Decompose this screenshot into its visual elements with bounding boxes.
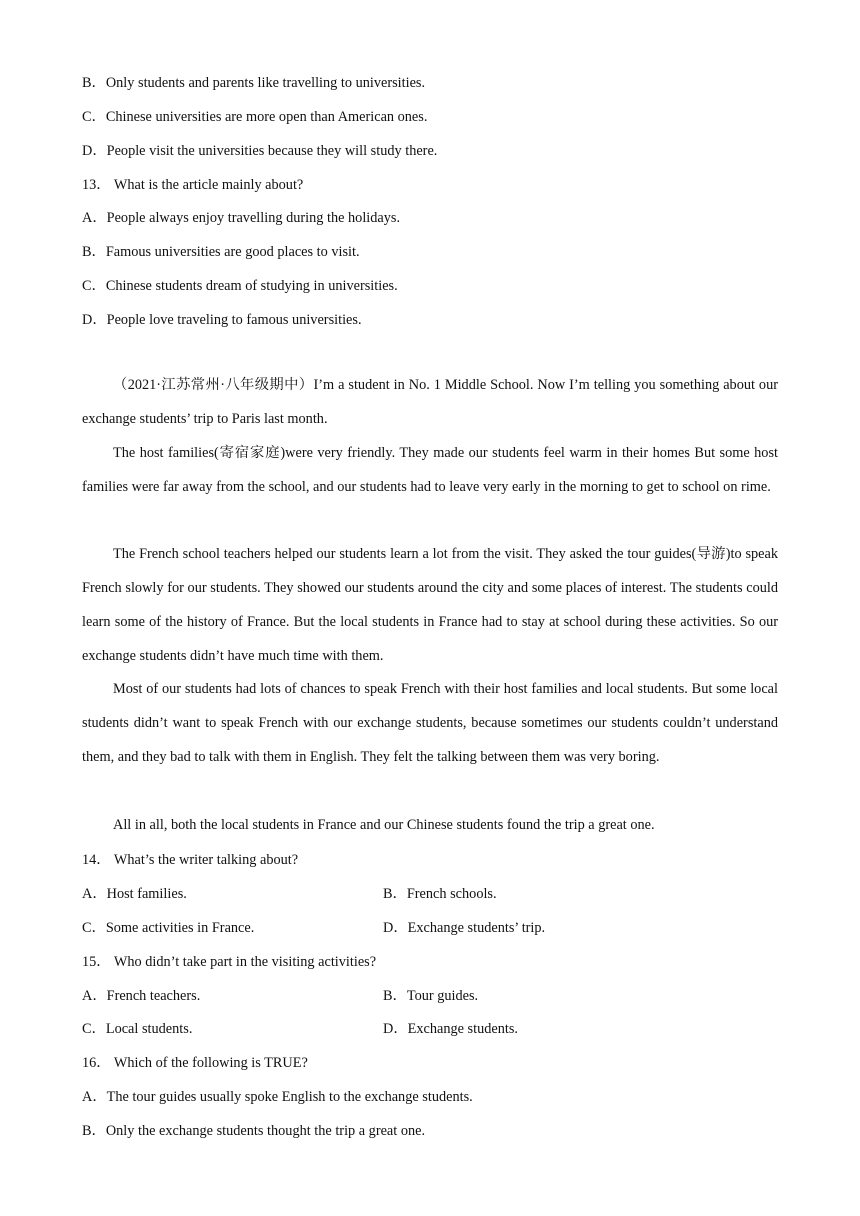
q15-option-b: B．Tour guides. [383, 988, 479, 1004]
q14-option-b: B．French schools. [383, 886, 497, 902]
passage-paragraph-3: The French school teachers helped our students learn a lot from the visit. They asked the tour guides(导游)to speak French slowly for our students. They showed our students around the city and some places of interest. The students could learn some of the history of France. But the local students in France had to stay at school during these activities. So our exchange students didn’t have much time with them. [82, 546, 778, 664]
q16-option-b: B．Only the exchange students thought the trip a great one. [82, 1123, 426, 1139]
q15-option-c: C．Local students. [82, 1021, 193, 1037]
q12-option-d: D．People visit the universities because they will study there. [82, 143, 438, 159]
q12-option-b: B．Only students and parents like travelling to universities. [82, 75, 426, 91]
q14-option-a: A．Host families. [82, 886, 187, 902]
passage-paragraph-1: （2021·江苏常州·八年级期中）I’m a student in No. 1 Middle School. Now I’m telling you something about our exchange students’ trip to Paris last month. [82, 377, 778, 427]
q13-option-b: B．Famous universities are good places to visit. [82, 244, 360, 260]
q12-option-c: C．Chinese universities are more open than American ones. [82, 109, 428, 125]
q16-question: 16． Which of the following is TRUE? [82, 1055, 308, 1071]
passage-paragraph-2: The host families(寄宿家庭)were very friendly. They made our students feel warm in their homes But some host families were far away from the school, and our students had to leave very early in the morning to get to school on rime. [82, 445, 778, 495]
q16-option-a: A．The tour guides usually spoke English to the exchange students. [82, 1089, 473, 1105]
passage-paragraph-5: All in all, both the local students in France and our Chinese students found the trip a great one. [113, 817, 655, 833]
q13-option-c: C．Chinese students dream of studying in universities. [82, 278, 398, 294]
q14-option-c: C．Some activities in France. [82, 920, 255, 936]
q14-question: 14． What’s the writer talking about? [82, 852, 299, 868]
q13-question: 13． What is the article mainly about? [82, 177, 304, 193]
q14-option-d: D．Exchange students’ trip. [383, 920, 546, 936]
q13-option-d: D．People love traveling to famous universities. [82, 312, 362, 328]
q13-option-a: A．People always enjoy travelling during the holidays. [82, 210, 401, 226]
q15-option-a: A．French teachers. [82, 988, 201, 1004]
q15-option-d: D．Exchange students. [383, 1021, 518, 1037]
q15-question: 15． Who didn’t take part in the visiting activities? [82, 954, 377, 970]
passage-paragraph-4: Most of our students had lots of chances to speak French with their host families and local students. But some local students didn’t want to speak French with our exchange students, because sometimes our students couldn’t understand them, and they bad to talk with them in English. They felt the talking between them was very boring. [82, 681, 778, 765]
